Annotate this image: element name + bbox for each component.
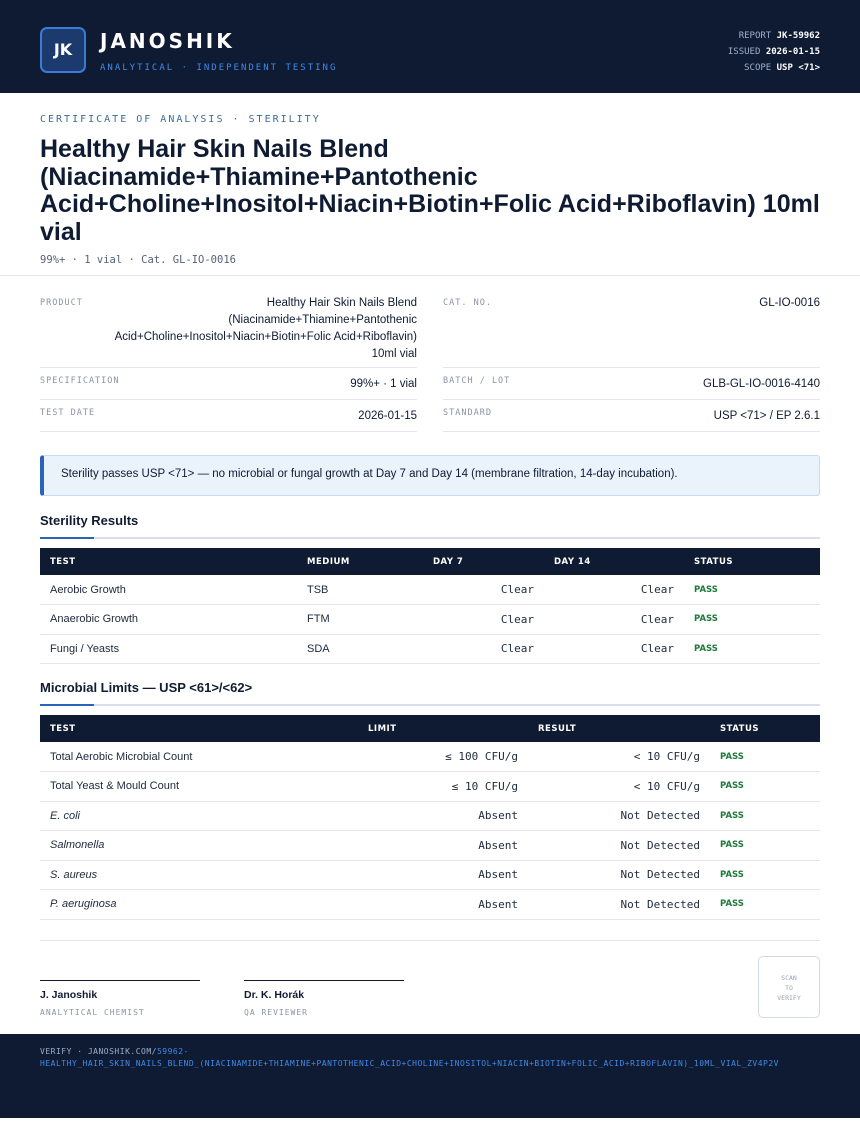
verify-link-continued[interactable]: HEALTHY_HAIR_SKIN_NAILS_BLEND_(NIACINAMIDE+THIAMINE+PANTOTHENIC_ACID+CHOLINE+INOSITOL+NIACIN+BIOTIN+FOLIC_ACID+RIBOFLAVIN)_10ML_VIAL_ZV4P2V	[40, 1059, 779, 1068]
sterility-table	[40, 548, 820, 664]
sterility-notice: Sterility passes USP <71> — no microbial or fungal growth at Day 7 and Day 14 (membrane filtration, 14-day incubation).	[40, 455, 820, 496]
info-column-left	[40, 290, 417, 432]
signature-chemist: J. Janoshik ANALYTICAL CHEMIST	[40, 980, 200, 981]
brand-logo: JK	[40, 27, 86, 73]
info-row-cat-no: CAT. NO. GL-IO-0016	[443, 290, 820, 368]
verify-qr-placeholder[interactable]: SCAN TO VERIFY	[758, 956, 820, 1018]
info-row-standard: STANDARD USP <71> / EP 2.6.1	[443, 400, 820, 432]
product-title: Healthy Hair Skin Nails Blend (Niacinamide+Thiamine+Pantothenic Acid+Choline+Inositol+Niacin+Biotin+Folic Acid+Riboflavin) 10ml vial	[40, 135, 820, 246]
product-value: Healthy Hair Skin Nails Blend (Niacinamide+Thiamine+Pantothenic Acid+Choline+Inositol+Niacin+Biotin+Folic Acid+Riboflavin) 10ml vial	[114, 297, 417, 360]
specification-value: 99%+ · 1 vial	[350, 378, 417, 390]
status-badge: PASS	[710, 831, 820, 861]
brand-name: JANOSHIK	[100, 29, 235, 53]
table-row: S. aureus Absent Not Detected PASS	[40, 860, 820, 890]
sterility-section-title: Sterility Results	[40, 513, 139, 528]
table-row: P. aeruginosa Absent Not Detected PASS	[40, 890, 820, 920]
divider	[0, 275, 860, 276]
verify-link[interactable]: 59962-	[156, 1047, 189, 1056]
info-row-specification: SPECIFICATION 99%+ · 1 vial	[40, 368, 417, 400]
table-header-row: TEST MEDIUM DAY 7 DAY 14 STATUS	[40, 548, 820, 575]
issued-row: ISSUED 2026-01-15	[727, 47, 820, 57]
table-row: Anaerobic Growth FTM Clear Clear PASS	[40, 605, 820, 635]
table-row: Total Yeast & Mould Count ≤ 10 CFU/g < 10 CFU/g PASS	[40, 772, 820, 802]
scope-row: SCOPE USP <71>	[744, 63, 820, 73]
microbial-limits-table	[40, 715, 820, 920]
table-row: E. coli Absent Not Detected PASS	[40, 801, 820, 831]
report-id-row: REPORT JK-59962	[738, 31, 820, 41]
issued-date: 2026-01-15	[765, 47, 820, 57]
status-badge: PASS	[710, 801, 820, 831]
info-row-batch: BATCH / LOT GLB-GL-IO-0016-4140	[443, 368, 820, 400]
status-badge: PASS	[684, 575, 820, 605]
verify-footer: VERIFY · JANOSHIK.COM/59962- HEALTHY_HAIR_SKIN_NAILS_BLEND_(NIACINAMIDE+THIAMINE+PANTOTHENIC_ACID+CHOLINE+INOSITOL+NIACIN+BIOTIN+FOLIC_ACID+RIBOFLAVIN)_10ML_VIAL_ZV4P2V	[0, 1034, 860, 1118]
table-row: Salmonella Absent Not Detected PASS	[40, 831, 820, 861]
table-row: Total Aerobic Microbial Count ≤ 100 CFU/g < 10 CFU/g PASS	[40, 742, 820, 772]
section-divider	[40, 537, 820, 539]
info-column-right	[443, 290, 820, 432]
report-header	[0, 0, 860, 93]
microbial-section-title: Microbial Limits — USP <61>/<62>	[40, 680, 253, 695]
table-row: Aerobic Growth TSB Clear Clear PASS	[40, 575, 820, 605]
table-row: Fungi / Yeasts SDA Clear Clear PASS	[40, 634, 820, 664]
divider	[40, 940, 820, 941]
report-id: JK-59962	[776, 31, 820, 41]
scope-value: USP <71>	[776, 63, 820, 73]
status-badge: PASS	[684, 605, 820, 635]
standard-value: USP <71> / EP 2.6.1	[713, 410, 820, 422]
cat-no-value: GL-IO-0016	[759, 297, 820, 309]
info-row-product: PRODUCT Healthy Hair Skin Nails Blend (Niacinamide+Thiamine+Pantothenic Acid+Choline+Inositol+Niacin+Biotin+Folic Acid+Riboflavin) 10ml vial	[40, 290, 417, 368]
status-badge: PASS	[710, 742, 820, 772]
status-badge: PASS	[710, 772, 820, 802]
section-divider	[40, 704, 820, 706]
product-subline: 99%+ · 1 vial · Cat. GL-IO-0016	[40, 254, 236, 266]
signature-qa-reviewer: Dr. K. Horák QA REVIEWER	[244, 980, 404, 981]
info-row-test-date: TEST DATE 2026-01-15	[40, 400, 417, 432]
report-meta	[728, 28, 820, 76]
status-badge: PASS	[710, 890, 820, 920]
table-header-row: TEST LIMIT RESULT STATUS	[40, 715, 820, 742]
test-date-value: 2026-01-15	[358, 410, 417, 422]
status-badge: PASS	[684, 634, 820, 664]
brand-subtitle: ANALYTICAL · INDEPENDENT TESTING	[100, 63, 338, 73]
batch-value: GLB-GL-IO-0016-4140	[703, 378, 820, 390]
document-eyebrow: CERTIFICATE OF ANALYSIS · STERILITY	[40, 114, 321, 125]
status-badge: PASS	[710, 860, 820, 890]
